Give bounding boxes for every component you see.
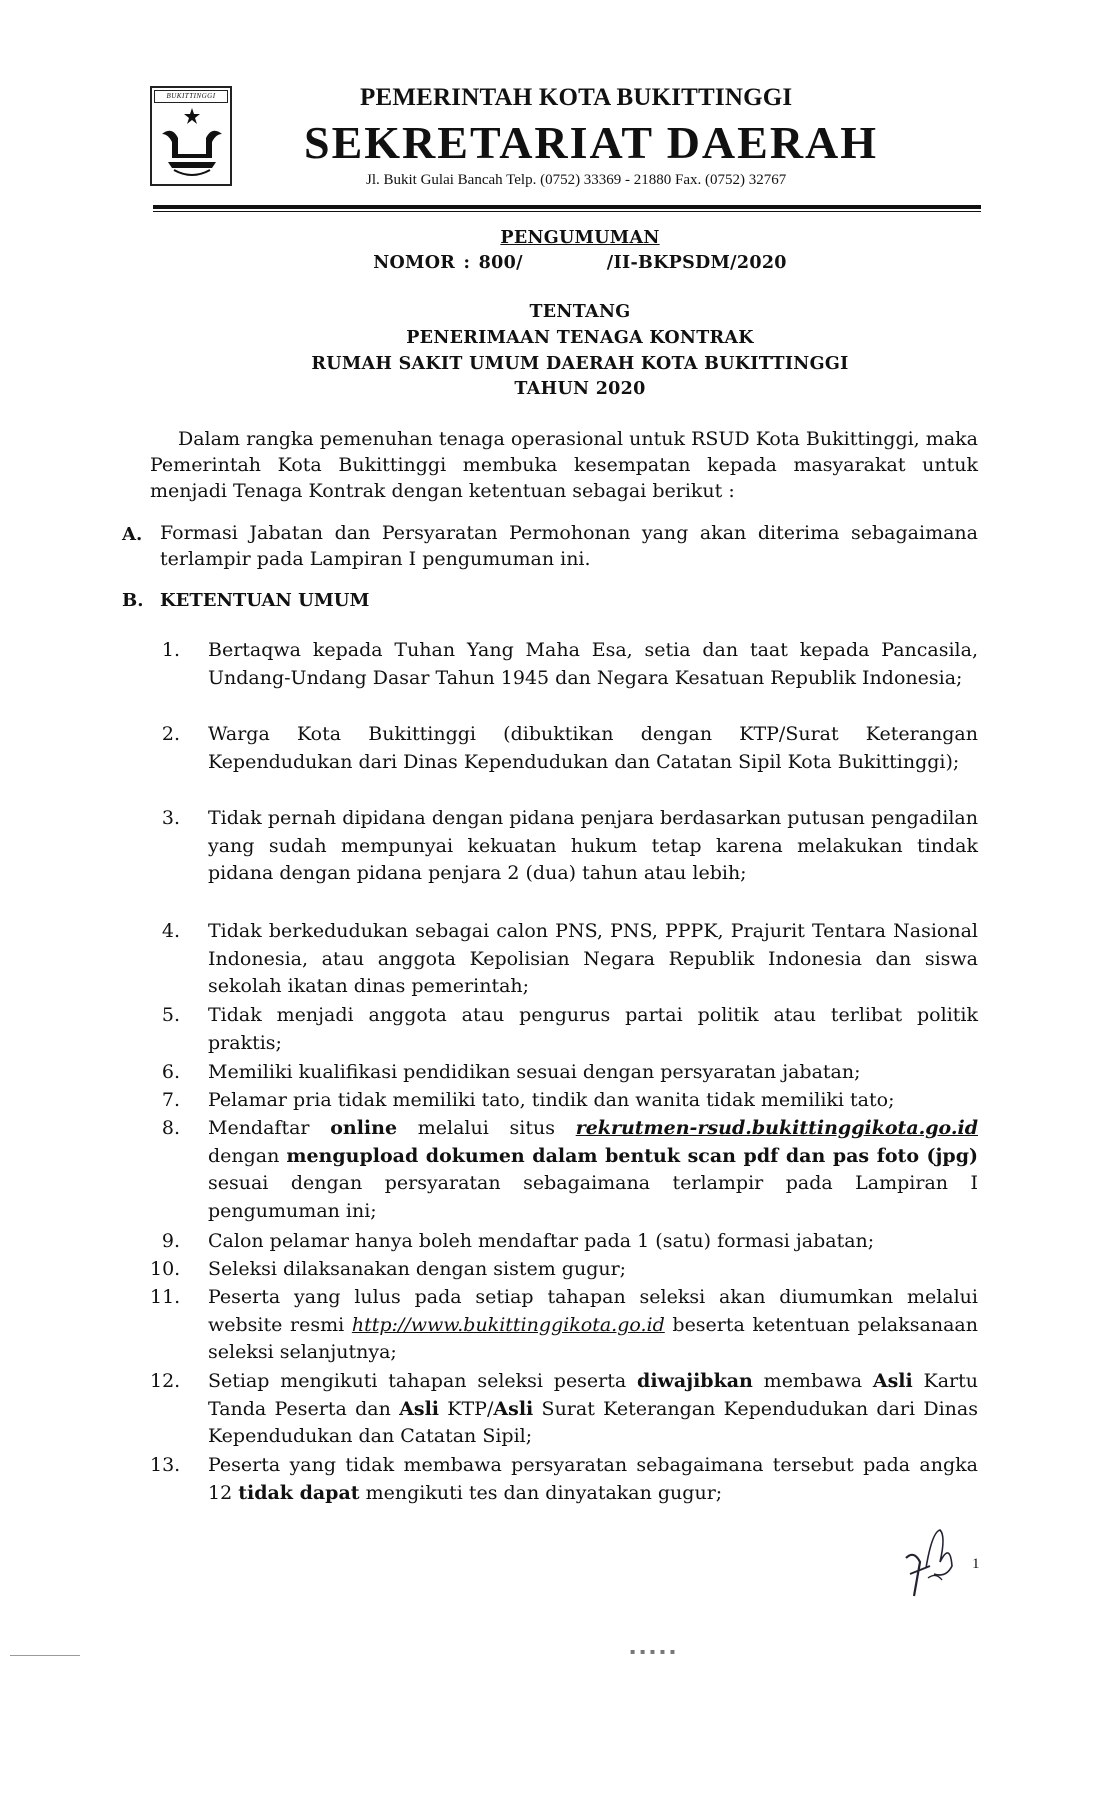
subject-label: TENTANG	[529, 302, 631, 322]
document-heading: PENGUMUMAN	[500, 228, 660, 248]
item-number: 2.	[161, 723, 180, 745]
initial-signature-icon	[900, 1522, 964, 1602]
gonjong-emblem-icon	[158, 104, 226, 182]
number-suffix: /II-BKPSDM/2020	[606, 253, 787, 273]
scan-mark	[10, 1655, 80, 1656]
item-number: 12.	[150, 1370, 181, 1392]
letterhead-organization: PEMERINTAH KOTA BUKITTINGGI	[360, 84, 793, 111]
item-text: Calon pelamar hanya boleh mendaftar pada 1 (satu) formasi jabatan;	[208, 1230, 875, 1252]
item-text: Pelamar pria tidak memiliki tato, tindik dan wanita tidak memiliki tato;	[208, 1089, 895, 1111]
item-number: 7.	[161, 1089, 180, 1111]
letterhead-rule	[153, 205, 981, 209]
subject-line-1: PENERIMAAN TENAGA KONTRAK	[406, 328, 754, 348]
item-number: 4.	[161, 920, 180, 942]
number-prefix: NOMOR : 800/	[373, 253, 523, 273]
city-logo	[150, 86, 232, 186]
item-text: Setiap mengikuti tahapan seleksi peserta diwajibkan membawa Asli Kartu Tanda Peserta dan Asli KTP/Asli Surat Keterangan Kependudukan dari Dinas Kependudukan dan Catatan Sipil;	[208, 1370, 978, 1448]
item-number: 9.	[161, 1230, 180, 1252]
section-a-letter: A.	[122, 524, 143, 545]
item-text: Peserta yang lulus pada setiap tahapan seleksi akan diumumkan melalui website resmi http://www.bukittinggikota.go.id beserta ketentuan pelaksanaan seleksi selanjutnya;	[208, 1286, 978, 1364]
subject-line-2: RUMAH SAKIT UMUM DAERAH KOTA BUKITTINGGI	[311, 354, 849, 374]
registration-link[interactable]: rekrutmen-rsud.bukittinggikota.go.id	[575, 1117, 978, 1139]
letterhead-department: SEKRETARIAT DAERAH	[304, 117, 879, 168]
item-number: 13.	[150, 1454, 181, 1476]
item-number: 6.	[161, 1061, 180, 1083]
website-link[interactable]: http://www.bukittinggikota.go.id	[351, 1313, 665, 1336]
item-text: Memiliki kualifikasi pendidikan sesuai dengan persyaratan jabatan;	[208, 1061, 861, 1083]
item-text: Tidak berkedudukan sebagai calon PNS, PNS, PPPK, Prajurit Tentara Nasional Indonesia, atau anggota Kepolisian Negara Republik Indonesia dan siswa sekolah ikatan dinas pemerintah;	[208, 920, 978, 998]
item-number: 5.	[161, 1004, 180, 1026]
item-number: 1.	[161, 639, 180, 661]
section-b-letter: B.	[122, 590, 144, 611]
document-number	[30, 253, 1100, 273]
item-text: Bertaqwa kepada Tuhan Yang Maha Esa, setia dan taat kepada Pancasila, Undang-Undang Dasar Tahun 1945 dan Negara Kesatuan Republik Indonesia;	[208, 639, 978, 689]
intro-paragraph: Dalam rangka pemenuhan tenaga operasional untuk RSUD Kota Bukittinggi, maka Pemerintah Kota Bukittinggi membuka kesempatan kepada masyarakat untuk menjadi Tenaga Kontrak dengan ketentuan sebagai berikut :	[150, 428, 978, 502]
item-number: 8.	[161, 1117, 180, 1139]
item-text: Warga Kota Bukittinggi (dibuktikan dengan KTP/Surat Keterangan Kependudukan dari Dinas Kependudukan dan Catatan Sipil Kota Bukittinggi);	[208, 723, 978, 773]
section-a-text: Formasi Jabatan dan Persyaratan Permohonan yang akan diterima sebagaimana terlampir pada Lampiran I pengumuman ini.	[160, 522, 978, 570]
item-text: Mendaftar online melalui situs rekrutmen-rsud.bukittinggikota.go.id dengan mengupload dokumen dalam bentuk scan pdf dan pas foto (jpg) sesuai dengan persyaratan sebagaimana terlampir pada Lampiran I pengumuman ini;	[208, 1117, 978, 1222]
section-b-title: KETENTUAN UMUM	[160, 590, 370, 611]
item-text: Tidak menjadi anggota atau pengurus partai politik atau terlibat politik praktis;	[208, 1004, 978, 1054]
page-number: 1	[972, 1556, 980, 1572]
item-number: 3.	[161, 807, 180, 829]
item-text: Peserta yang tidak membawa persyaratan sebagaimana tersebut pada angka 12 tidak dapat mengikuti tes dan dinyatakan gugur;	[208, 1454, 978, 1504]
letterhead-address: Jl. Bukit Gulai Bancah Telp. (0752) 33369 - 21880 Fax. (0752) 32767	[366, 172, 787, 188]
item-number: 10.	[150, 1258, 181, 1280]
subject-line-3: TAHUN 2020	[514, 379, 646, 399]
item-text: Tidak pernah dipidana dengan pidana penjara berdasarkan putusan pengadilan yang sudah mempunyai kekuatan hukum tetap karena melakukan tindak pidana dengan pidana penjara 2 (dua) tahun atau lebih;	[208, 807, 978, 885]
item-number: 11.	[150, 1286, 181, 1308]
scan-dots: ▪ ▪ ▪ ▪ ▪	[630, 1647, 677, 1656]
logo-label: BUKITTINGGI	[154, 90, 228, 103]
letterhead-rule-thin	[153, 211, 981, 212]
item-text: Seleksi dilaksanakan dengan sistem gugur;	[208, 1258, 627, 1280]
